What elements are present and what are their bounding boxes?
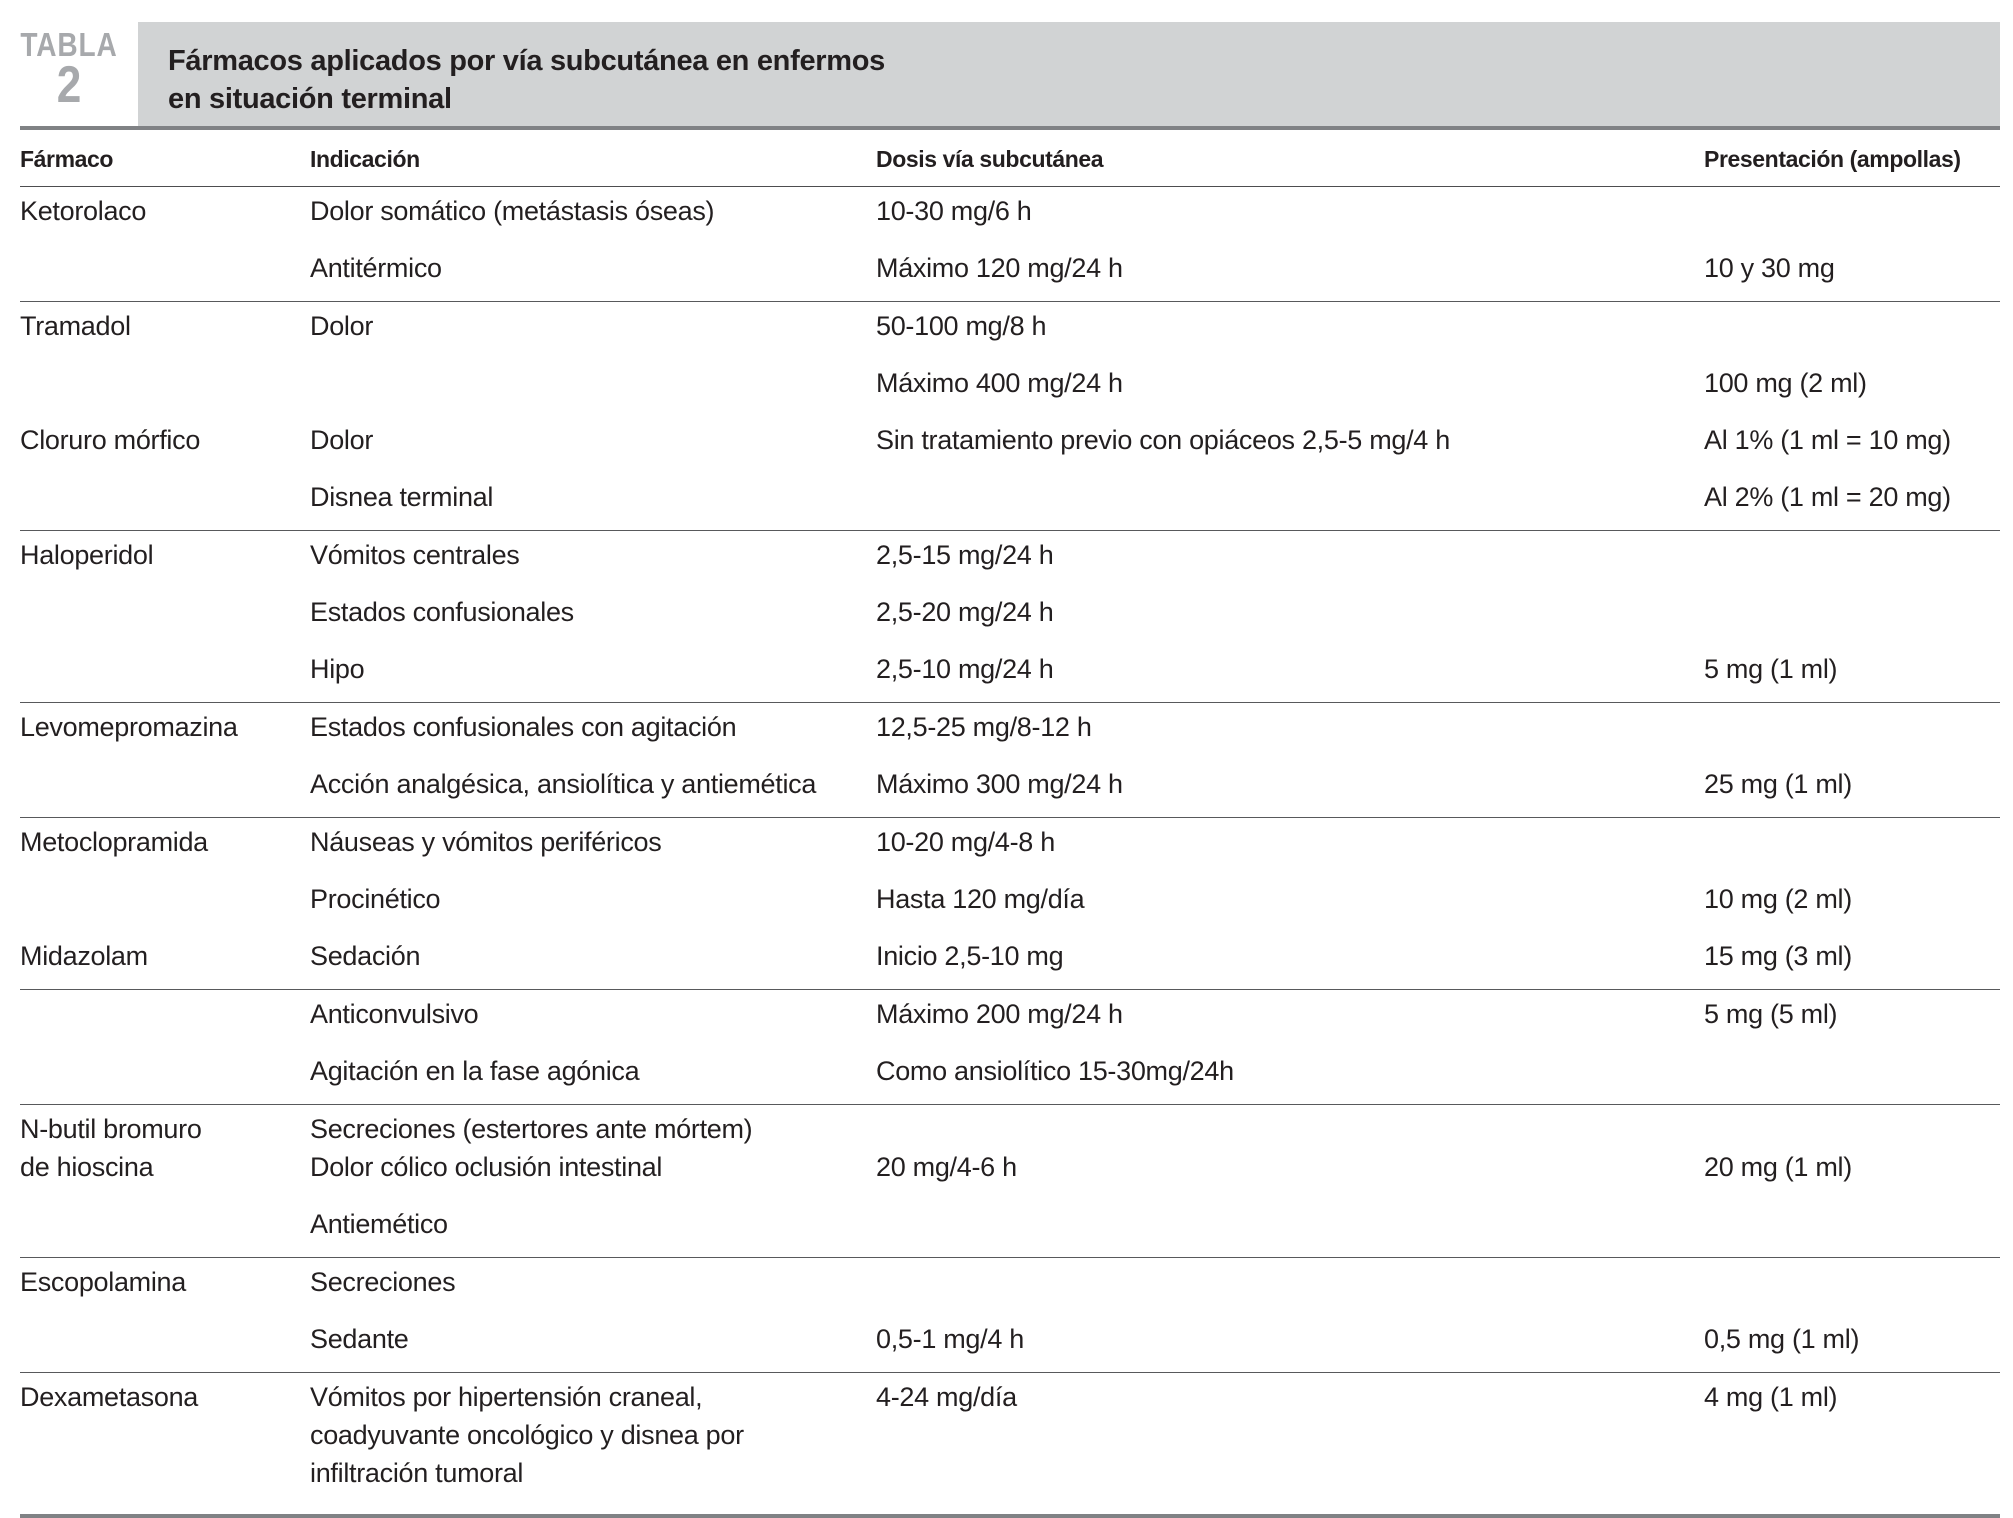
cell-dosis: 2,5-10 mg/24 h [876, 654, 1054, 684]
table-row [20, 1047, 2000, 1104]
table-title [168, 42, 1368, 118]
cell-dosis: 10-30 mg/6 h [876, 196, 1032, 226]
cell-indicacion: Sedación [310, 941, 421, 971]
cell-presentacion: 25 mg (1 ml) [1704, 769, 1852, 799]
cell-indicacion: Procinético [310, 884, 441, 914]
table-bottom-rule [20, 1514, 2000, 1518]
cell-indicacion: Antiemético [310, 1209, 448, 1239]
cell-dosis: Máximo 400 mg/24 h [876, 368, 1123, 398]
table-row [20, 1257, 2000, 1315]
cell-presentacion: 20 mg (1 ml) [1704, 1152, 1852, 1182]
cell-dosis: Como ansiolítico 15-30mg/24h [876, 1056, 1234, 1086]
table-row [20, 817, 2000, 875]
cell-indicacion: Agitación en la fase agónica [310, 1056, 640, 1086]
table-row [20, 416, 2000, 473]
cell-indicacion: Secreciones [310, 1267, 456, 1297]
cell-farmaco: Dexametasona [20, 1382, 199, 1412]
cell-farmaco: Tramadol [20, 311, 131, 341]
table-row [20, 530, 2000, 588]
cell-dosis: Sin tratamiento previo con opiáceos 2,5-5 mg/4 h [876, 425, 1450, 455]
tabla-word: TABLA [20, 26, 118, 63]
table-row [20, 359, 2000, 416]
cell-indicacion: Estados confusionales [310, 597, 574, 627]
table-row [20, 588, 2000, 645]
cell-dosis: 4-24 mg/día [876, 1382, 1017, 1412]
cell-indicacion: Hipo [310, 654, 365, 684]
cell-indicacion: Dolor somático (metástasis óseas) [310, 196, 715, 226]
table-row [20, 1200, 2000, 1257]
table-row [20, 473, 2000, 530]
cell-indicacion: Vómitos centrales [310, 540, 520, 570]
cell-presentacion: 100 mg (2 ml) [1704, 368, 1867, 398]
cell-presentacion: 5 mg (1 ml) [1704, 654, 1838, 684]
table-body [20, 187, 2000, 1506]
cell-presentacion: 5 mg (5 ml) [1704, 999, 1838, 1029]
cell-presentacion: 0,5 mg (1 ml) [1704, 1324, 1860, 1354]
cell-indicacion: Estados confusionales con agitación [310, 712, 737, 742]
column-header-label: Dosis vía subcutánea [876, 146, 1104, 172]
table-title-line-2: en situación terminal [168, 83, 452, 115]
cell-indicacion: Antitérmico [310, 253, 442, 283]
cell-indicacion: Disnea terminal [310, 482, 494, 512]
table-row [20, 1315, 2000, 1372]
table-row [20, 187, 2000, 244]
cell-farmaco: Levomepromazina [20, 712, 238, 742]
table-row [20, 932, 2000, 989]
table-row [20, 875, 2000, 932]
cell-dosis: 12,5-25 mg/8-12 h [876, 712, 1092, 742]
cell-presentacion: Al 2% (1 ml = 20 mg) [1704, 482, 1951, 512]
cell-dosis: Máximo 200 mg/24 h [876, 999, 1123, 1029]
cell-dosis: 50-100 mg/8 h [876, 311, 1047, 341]
table-row [20, 1372, 2000, 1506]
cell-indicacion: Secreciones (estertores ante mórtem) Dolor cólico oclusión intestinal [310, 1114, 753, 1182]
table-row [20, 244, 2000, 301]
cell-farmaco: Ketorolaco [20, 196, 147, 226]
cell-dosis: Máximo 120 mg/24 h [876, 253, 1123, 283]
table-row [20, 645, 2000, 702]
column-header-farmaco [20, 130, 310, 186]
table-number-label [0, 26, 138, 114]
cell-presentacion: Al 1% (1 ml = 10 mg) [1704, 425, 1951, 455]
title-band [138, 22, 2000, 126]
column-header-dosis [876, 130, 1696, 186]
table-row [20, 301, 2000, 359]
cell-farmaco: Midazolam [20, 941, 148, 971]
cell-presentacion: 15 mg (3 ml) [1704, 941, 1852, 971]
cell-indicacion: Náuseas y vómitos periféricos [310, 827, 662, 857]
table-row [20, 760, 2000, 817]
cell-dosis: Hasta 120 mg/día [876, 884, 1085, 914]
cell-dosis: 2,5-15 mg/24 h [876, 540, 1054, 570]
cell-presentacion: 10 y 30 mg [1704, 253, 1835, 283]
cell-dosis: 2,5-20 mg/24 h [876, 597, 1054, 627]
cell-indicacion: Dolor [310, 311, 374, 341]
cell-farmaco: Haloperidol [20, 540, 154, 570]
cell-farmaco: Metoclopramida [20, 827, 208, 857]
cell-indicacion: Sedante [310, 1324, 409, 1354]
cell-indicacion: Dolor [310, 425, 374, 455]
cell-dosis: 10-20 mg/4-8 h [876, 827, 1055, 857]
cell-dosis: Inicio 2,5-10 mg [876, 941, 1064, 971]
cell-farmaco: Cloruro mórfico [20, 425, 201, 455]
cell-dosis: 0,5-1 mg/4 h [876, 1324, 1024, 1354]
tabla-number: 2 [56, 56, 82, 114]
column-header-presentacion [1704, 130, 2000, 186]
table-title-line-1: Fármacos aplicados por vía subcutánea en enfermos [168, 45, 885, 77]
cell-indicacion: Acción analgésica, ansiolítica y antiemética [310, 769, 817, 799]
cell-dosis: 20 mg/4-6 h [876, 1152, 1017, 1182]
cell-indicacion: Vómitos por hipertensión craneal, coadyuvante oncológico y disnea por infiltración tumoral [310, 1382, 744, 1488]
cell-farmaco: Escopolamina [20, 1267, 186, 1297]
table-row [20, 702, 2000, 760]
cell-farmaco: N-butil bromuro de hioscina [20, 1114, 202, 1182]
column-header-label: Fármaco [20, 146, 114, 172]
cell-presentacion: 4 mg (1 ml) [1704, 1382, 1838, 1412]
column-header-label: Indicación [310, 146, 420, 172]
column-header-indicacion [310, 130, 870, 186]
cell-indicacion: Anticonvulsivo [310, 999, 479, 1029]
cell-presentacion: 10 mg (2 ml) [1704, 884, 1852, 914]
cell-dosis: Máximo 300 mg/24 h [876, 769, 1123, 799]
table-row [20, 1104, 2000, 1200]
column-header-label: Presentación (ampollas) [1704, 146, 1961, 172]
table-row [20, 989, 2000, 1047]
